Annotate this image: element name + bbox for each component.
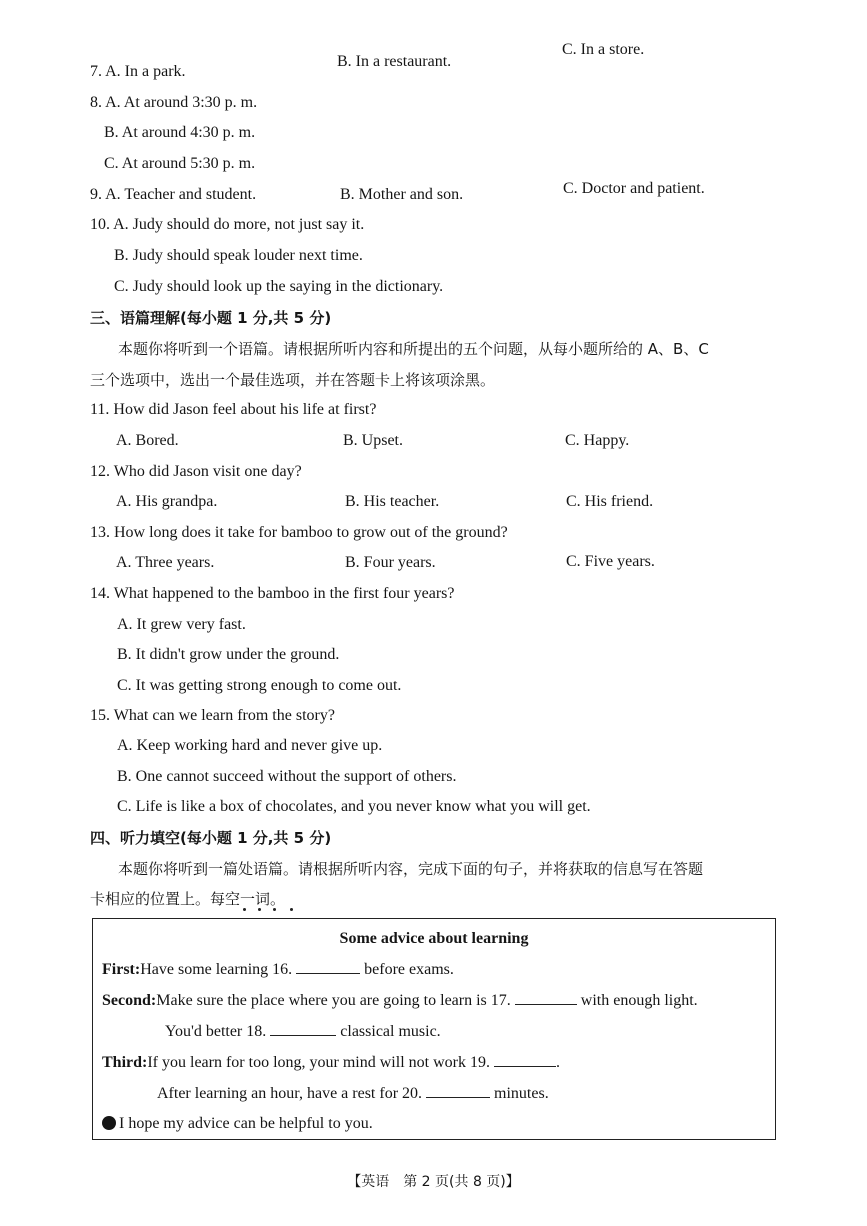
q11-stem: 11. How did Jason feel about his life at first? (90, 401, 377, 418)
first-label: First: (102, 961, 141, 978)
third-label: Third: (102, 1054, 148, 1071)
second2-text-a: You'd better 18. (165, 1023, 267, 1040)
first-text-b: before exams. (364, 961, 454, 978)
q13-option-c: C. Five years. (566, 553, 655, 570)
q8-option-c: C. At around 5:30 p. m. (104, 155, 256, 172)
blank-16[interactable] (296, 959, 360, 974)
q14-option-c: C. It was getting strong enough to come out. (117, 677, 402, 694)
advice-third-line (102, 1052, 560, 1073)
advice-box-title: Some advice about learning (339, 930, 529, 947)
page-footer: 【英语 第 2 页(共 8 页)】 (347, 1174, 520, 1190)
q8-option-a: 8. A. At around 3:30 p. m. (90, 94, 258, 111)
q9-option-b: B. Mother and son. (340, 186, 464, 203)
blank-19[interactable] (494, 1052, 556, 1067)
third2-text-b: minutes. (494, 1085, 549, 1102)
section3-instruction-line2: 三个选项中，选出一个最佳选项，并在答题卡上将该项涂黑。 (90, 371, 496, 389)
q11-option-b: B. Upset. (343, 432, 403, 449)
q15-option-c: C. Life is like a box of chocolates, and you never know what you will get. (117, 798, 591, 815)
section4-instruction-line1: 本题你将听到一篇处语篇。请根据所听内容，完成下面的句子，并将获取的信息写在答题 (118, 860, 704, 878)
section3-instruction-line1: 本题你将听到一个语篇。请根据所听内容和所提出的五个问题，从每小题所给的 A、B、C (118, 340, 709, 358)
third-text-b: . (555, 1054, 560, 1071)
second2-text-b: classical music. (340, 1023, 441, 1040)
advice-first-line (102, 959, 454, 980)
advice-second-line2 (165, 1021, 441, 1042)
closing-text: I hope my advice can be helpful to you. (119, 1115, 373, 1132)
q13-option-b: B. Four years. (345, 554, 436, 571)
q9-option-a: 9. A. Teacher and student. (90, 186, 257, 203)
advice-closing-line (102, 1114, 373, 1134)
blank-20[interactable] (426, 1083, 490, 1098)
third-text-a: If you learn for too long, your mind will not work 19. (147, 1054, 490, 1071)
bullet-dot-icon (102, 1116, 116, 1130)
second-label: Second: (102, 992, 157, 1009)
second-text-b: with enough light. (580, 992, 698, 1009)
section4-instruction-line2: 卡相应的位置上。每空一词。 (90, 890, 286, 908)
q12-option-a: A. His grandpa. (116, 493, 218, 510)
third2-text-a: After learning an hour, have a rest for 20. (157, 1085, 423, 1102)
q8-option-b: B. At around 4:30 p. m. (104, 124, 256, 141)
q10-option-a: 10. A. Judy should do more, not just say it. (90, 216, 365, 233)
q11-option-a: A. Bored. (116, 432, 179, 449)
advice-second-line (102, 990, 698, 1011)
q15-option-a: A. Keep working hard and never give up. (117, 737, 383, 754)
section4-title: 四、听力填空(每小题 1 分,共 5 分) (90, 829, 332, 847)
q14-option-b: B. It didn't grow under the ground. (117, 646, 340, 663)
q11-option-c: C. Happy. (565, 432, 630, 449)
q12-option-b: B. His teacher. (345, 493, 440, 510)
q13-option-a: A. Three years. (116, 554, 215, 571)
section3-title: 三、语篇理解(每小题 1 分,共 5 分) (90, 309, 332, 327)
q7-option-c: C. In a store. (562, 41, 645, 58)
q13-stem: 13. How long does it take for bamboo to grow out of the ground? (90, 524, 508, 541)
q7-option-b: B. In a restaurant. (337, 53, 452, 70)
q10-option-b: B. Judy should speak louder next time. (114, 247, 363, 264)
q12-option-c: C. His friend. (566, 493, 654, 510)
q14-stem: 14. What happened to the bamboo in the first four years? (90, 585, 455, 602)
second-text-a: Make sure the place where you are going to learn is 17. (156, 992, 511, 1009)
first-text-a: Have some learning 16. (140, 961, 293, 978)
q14-option-a: A. It grew very fast. (117, 616, 246, 633)
blank-17[interactable] (515, 990, 577, 1005)
q10-option-c: C. Judy should look up the saying in the dictionary. (114, 278, 444, 295)
q15-option-b: B. One cannot succeed without the support of others. (117, 768, 457, 785)
q9-option-c: C. Doctor and patient. (563, 180, 705, 197)
blank-18[interactable] (270, 1021, 336, 1036)
advice-third-line2 (157, 1083, 549, 1104)
q7-option-a: 7. A. In a park. (90, 63, 186, 80)
q12-stem: 12. Who did Jason visit one day? (90, 463, 302, 480)
advice-box (92, 918, 776, 1140)
q15-stem: 15. What can we learn from the story? (90, 707, 335, 724)
